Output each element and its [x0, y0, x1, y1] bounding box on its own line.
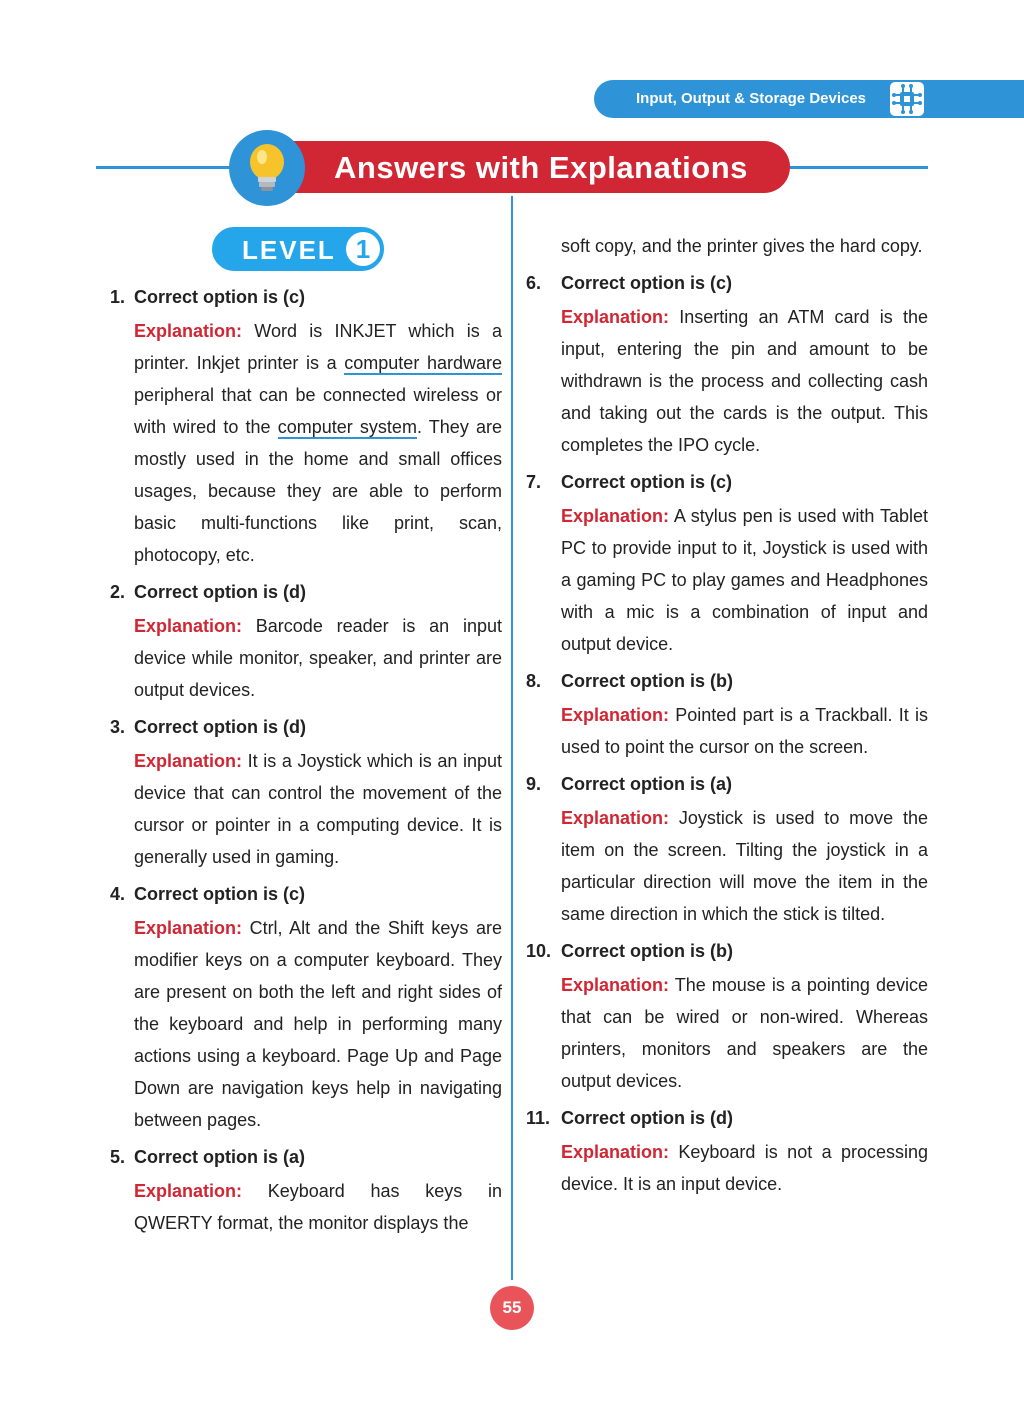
answer-number: 9.: [526, 774, 542, 794]
explanation-label: Explanation:: [561, 705, 670, 725]
circuit-chip-icon: [890, 82, 924, 116]
answer-heading: [526, 268, 928, 298]
left-column: [110, 282, 502, 1245]
explanation-text: Ctrl, Alt and the Shift keys are modifier keys on a computer keyboard. They are present on both the left and right sides of the keyboard and help in performing many actions using a keyboard. Page Up and Page Down are navigation keys help in navigating between pages.: [134, 918, 502, 1130]
explanation-text: Word is INKJET which is a printer. Inkjet printer is a: [134, 321, 502, 373]
correct-option: Correct option is (d): [134, 717, 306, 737]
answer-heading: [526, 1103, 928, 1133]
answer-number: 11.: [526, 1108, 551, 1128]
explanation-continued: soft copy, and the printer gives the hard copy.: [561, 236, 923, 256]
correct-option: Correct option is (d): [561, 1108, 733, 1128]
answer-heading: [110, 712, 502, 742]
explanation-text: Pointed part is a Trackball. It is used to point the cursor on the screen.: [561, 705, 928, 757]
explanation-text: Barcode reader is an input device while monitor, speaker, and printer are output devices.: [134, 616, 502, 700]
explanation-label: Explanation:: [134, 1181, 243, 1201]
explanation-label: Explanation:: [134, 616, 243, 636]
explanation-label: Explanation:: [134, 918, 243, 938]
answer-heading: [526, 666, 928, 696]
correct-option: Correct option is (c): [561, 472, 733, 492]
banner-rule-left: [96, 166, 246, 169]
explanation-text: The mouse is a pointing device that can be wired or non-wired. Whereas printers, monitors and speakers are the output devices.: [561, 975, 928, 1091]
computer-system-link[interactable]: computer system: [277, 417, 417, 437]
right-column: [526, 230, 928, 1206]
banner-rule-right: [780, 166, 928, 169]
explanation: [110, 1175, 502, 1239]
answer-heading: [110, 879, 502, 909]
explanation: [110, 745, 502, 873]
explanation-text: A stylus pen is used with Tablet PC to provide input to it, Joystick is used with a gaming PC to play games and Headphones with a mic is a combination of input and output device.: [561, 506, 928, 654]
answer-number: 7.: [526, 472, 542, 492]
answer-heading: [526, 769, 928, 799]
explanation-text: Inserting an ATM card is the input, entering the pin and amount to be withdrawn is the process and collecting cash and taking out the cards is the output. This completes the IPO cycle.: [561, 307, 928, 455]
answer-item: [110, 879, 502, 1136]
explanation-label: Explanation:: [561, 506, 670, 526]
answer-item: [526, 666, 928, 763]
explanation: [110, 315, 502, 571]
correct-option: Correct option is (c): [134, 287, 306, 307]
explanation-label: Explanation:: [561, 808, 670, 828]
answer-number: 5.: [110, 1147, 126, 1167]
level-badge: [212, 227, 384, 271]
explanation-text: Keyboard has keys in QWERTY format, the monitor displays the: [134, 1181, 502, 1233]
answers-banner: [290, 141, 790, 193]
page-number: 55: [490, 1286, 534, 1330]
answer-number: 4.: [110, 884, 126, 904]
correct-option: Correct option is (b): [561, 941, 733, 961]
explanation-label: Explanation:: [134, 321, 243, 341]
answer-heading: [110, 282, 502, 312]
computer-hardware-link[interactable]: computer hardware: [344, 353, 502, 373]
explanation: [526, 500, 928, 660]
banner-title: Answers with Explanations: [334, 150, 748, 185]
answer-number: 6.: [526, 273, 542, 293]
correct-option: Correct option is (d): [134, 582, 306, 602]
answer-item: [526, 1103, 928, 1200]
explanation-text: . They are mostly used in the home and small offices usages, because they are able to perform basic multi-functions like print, scan, photocopy, etc.: [134, 417, 502, 565]
level-number: 1: [346, 232, 380, 266]
level-label: LEVEL: [242, 235, 336, 265]
answer-heading: [110, 1142, 502, 1172]
answer-heading: [526, 467, 928, 497]
answer-number: 8.: [526, 671, 542, 691]
lightbulb-icon: [229, 130, 305, 206]
answer-item: [110, 577, 502, 706]
correct-option: Correct option is (a): [561, 774, 733, 794]
answer-number: 10.: [526, 941, 552, 961]
correct-option: Correct option is (c): [134, 884, 306, 904]
answer-item: [110, 712, 502, 873]
correct-option: Correct option is (a): [134, 1147, 306, 1167]
explanation: [526, 1136, 928, 1200]
answer-item: [526, 268, 928, 461]
explanation: [110, 610, 502, 706]
explanation-text: peripheral that can be connected wireless or with wired to the: [134, 385, 502, 437]
explanation: [526, 969, 928, 1097]
explanation: [526, 802, 928, 930]
answer-item: [526, 769, 928, 930]
explanation: [526, 699, 928, 763]
explanation-text: Keyboard is not a processing device. It is an input device.: [561, 1142, 928, 1194]
answer-heading: [110, 577, 502, 607]
answer-item: [110, 1142, 502, 1239]
answer-item: [526, 467, 928, 660]
explanation-label: Explanation:: [134, 751, 243, 771]
explanation-text: Joystick is used to move the item on the screen. Tilting the joystick in a particular direction will move the item in the same direction in which the stick is tilted.: [561, 808, 928, 924]
answer-heading: [526, 936, 928, 966]
column-divider: [511, 196, 513, 1280]
explanation: [526, 301, 928, 461]
explanation-text: It is a Joystick which is an input device that can control the movement of the cursor or pointer in a computing device. It is generally used in gaming.: [134, 751, 502, 867]
explanation-label: Explanation:: [561, 307, 670, 327]
chapter-title: Input, Output & Storage Devices: [636, 90, 867, 107]
answer-item: [110, 282, 502, 571]
explanation: [110, 912, 502, 1136]
correct-option: Correct option is (c): [561, 273, 733, 293]
correct-option: Correct option is (b): [561, 671, 733, 691]
chapter-tab: [594, 80, 1024, 118]
explanation-label: Explanation:: [561, 975, 670, 995]
answer-item: [526, 936, 928, 1097]
answer-number: 3.: [110, 717, 126, 737]
explanation-label: Explanation:: [561, 1142, 670, 1162]
answer-number: 1.: [110, 287, 126, 307]
answer-number: 2.: [110, 582, 126, 602]
